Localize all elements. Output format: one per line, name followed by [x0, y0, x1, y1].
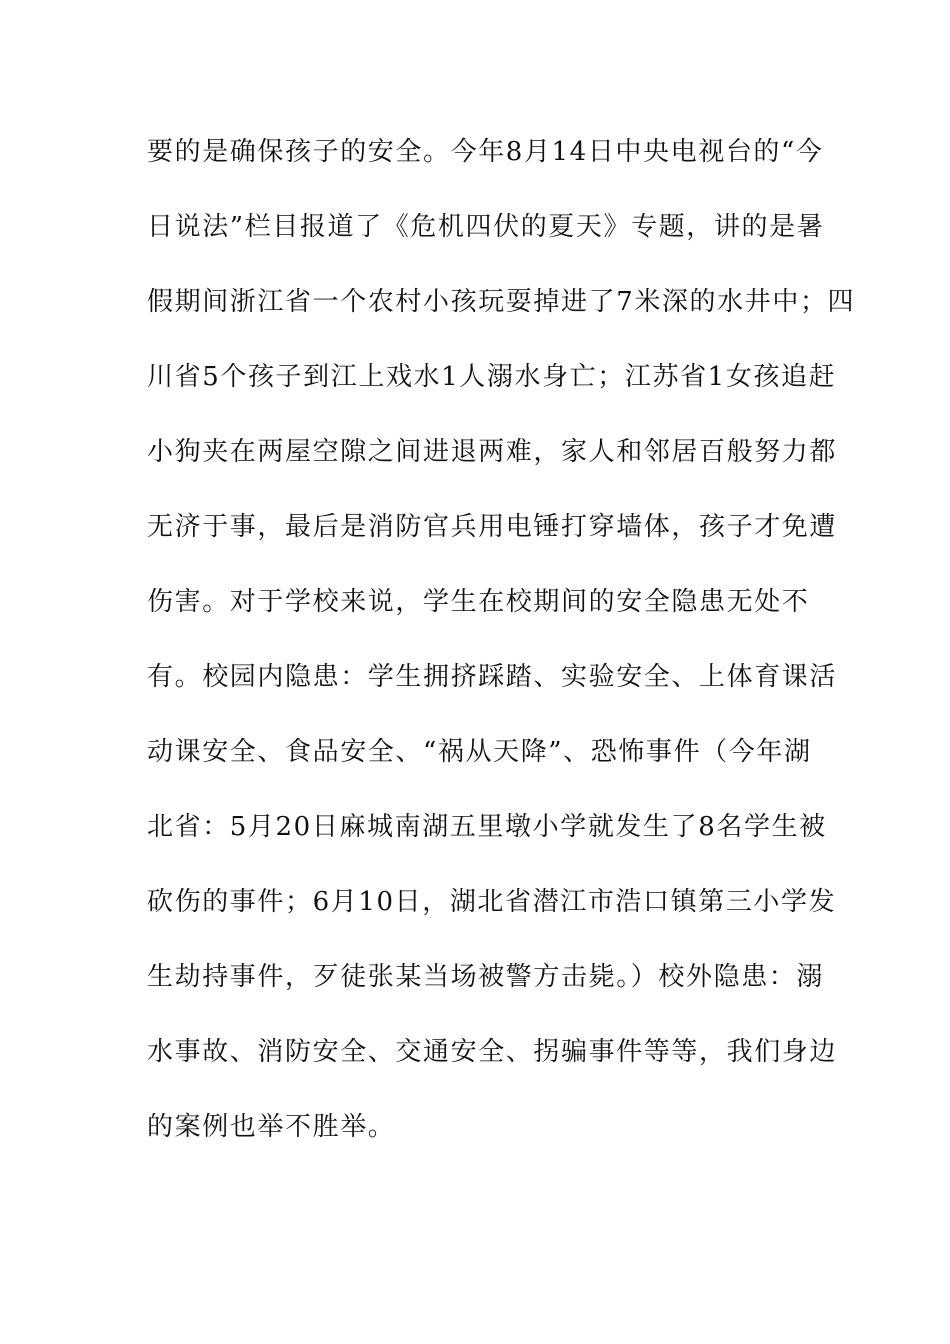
text-line: 砍伤的事件；6月10日，湖北省潜江市浩口镇第三小学发: [147, 887, 837, 917]
text-line: 假期间浙江省一个农村小孩玩耍掉进了7米深的水井中；四: [147, 287, 856, 317]
text-line: 动课安全、食品安全、“祸从天降”、恐怖事件（今年湖: [147, 737, 812, 767]
text-line: 日说法”栏目报道了《危机四伏的夏天》专题，讲的是暑: [147, 212, 825, 242]
text-line: 要的是确保孩子的安全。今年8月14日中央电视台的“今: [147, 137, 824, 167]
text-line: 生劫持事件，歹徒张某当场被警方击毙。）校外隐患：溺: [147, 962, 825, 992]
text-line: 水事故、消防安全、交通安全、拐骗事件等等，我们身边: [147, 1037, 838, 1067]
text-line: 北省：5月20日麻城南湖五里墩小学就发生了8名学生被: [147, 812, 827, 842]
text-line: 有。校园内隐患：学生拥挤踩踏、实验安全、上体育课活: [147, 662, 838, 692]
text-line: 川省5个孩子到江上戏水1人溺水身亡；江苏省1女孩追赶: [147, 362, 837, 392]
text-line: 无济于事，最后是消防官兵用电锤打穿墙体，孩子才免遭: [147, 512, 838, 542]
text-line: 小狗夹在两屋空隙之间进退两难，家人和邻居百般努力都: [147, 437, 838, 467]
text-line: 的案例也举不胜举。: [147, 1112, 396, 1142]
body-text: [147, 126, 856, 1176]
text-line: 伤害。对于学校来说，学生在校期间的安全隐患无处不: [147, 587, 810, 617]
